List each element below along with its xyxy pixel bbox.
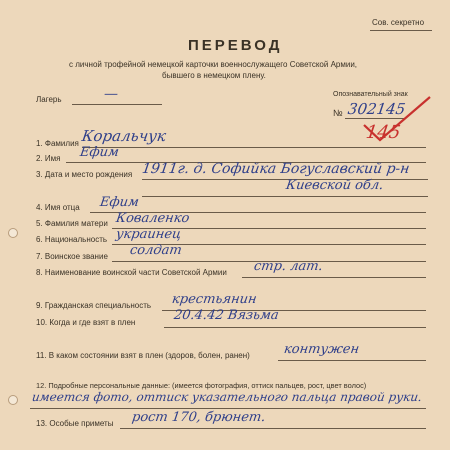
- field-value-profession: крестьянин: [170, 292, 258, 307]
- field-value-birth-line2: Киевской обл.: [284, 178, 385, 193]
- punch-hole-bottom: [8, 395, 18, 405]
- field-value-nationality: украинец: [114, 227, 183, 242]
- field-value-captured: 20.4.42 Вязьма: [172, 308, 280, 323]
- field-label-father: 4. Имя отца: [36, 203, 80, 212]
- field-value-father: Ефим: [98, 195, 140, 210]
- field-label-mother: 5. Фамилия матери: [36, 219, 108, 228]
- field-value-surname: Коральчук: [80, 127, 168, 145]
- field-value-unit: стр. лат.: [252, 259, 324, 274]
- field-label-unit: 8. Наименование воинской части Советской Армии: [36, 268, 227, 277]
- field-label-features: 13. Особые приметы: [36, 419, 114, 428]
- number-label: №: [333, 108, 343, 118]
- opnumber-label: Опознавательный знак: [333, 91, 408, 98]
- field-value-condition: контужен: [282, 342, 361, 357]
- subtitle-line2: бывшего в немецком плену.: [162, 71, 266, 80]
- field-value-rank: солдат: [128, 243, 183, 258]
- punch-hole-top: [8, 228, 18, 238]
- number-value: 302145: [346, 100, 407, 118]
- field-label-name: 2. Имя: [36, 154, 61, 163]
- subtitle-line1: с личной трофейной немецкой карточки военнослужащего Советской Армии,: [69, 60, 358, 69]
- field-label-rank: 7. Воинское звание: [36, 252, 108, 261]
- field-value-mother: Коваленко: [114, 211, 191, 226]
- classification-label: Сов. секретно: [372, 18, 425, 27]
- camp-label: Лагерь: [36, 95, 62, 104]
- field-label-captured: 10. Когда и где взят в плен: [36, 318, 136, 327]
- field-value-features: рост 170, брюнет.: [130, 410, 267, 425]
- field-label-profession: 9. Гражданская специальность: [36, 301, 152, 310]
- field-label-nationality: 6. Национальность: [36, 235, 108, 244]
- field-label-personal-data: 12. Подробные персональные данные: (имеется фотография, оттиск пальцев, рост, цвет волос): [36, 381, 367, 390]
- document-title: ПЕРЕВОД: [188, 37, 283, 54]
- field-value-name: Ефим: [78, 145, 120, 160]
- camp-value: —: [102, 86, 120, 102]
- field-label-surname: 1. Фамилия: [36, 139, 79, 148]
- field-label-condition: 11. В каком состоянии взят в плен (здоров, болен, ранен): [36, 351, 250, 360]
- field-value-birth: 1911г. д. Софийка Богуславский р-н: [140, 161, 411, 177]
- red-mark: 145: [364, 122, 402, 143]
- field-value-personal-data: имеется фото, оттиск указательного пальца правой руки.: [31, 390, 423, 404]
- field-label-birth: 3. Дата и место рождения: [36, 170, 133, 179]
- red-checkmark: [360, 95, 440, 145]
